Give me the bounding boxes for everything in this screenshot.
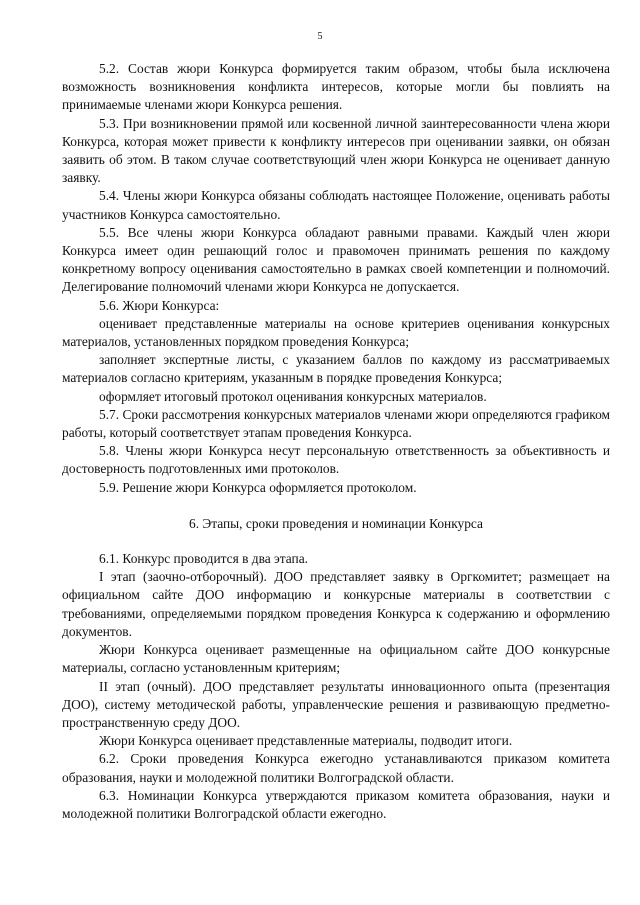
paragraph-5-6-item-3: оформляет итоговый протокол оценивания конкурсных материалов. bbox=[99, 388, 487, 404]
document-body bbox=[62, 60, 610, 823]
paragraph-5-6-item-2: заполняет экспертные листы, с указанием баллов по каждому из рассматриваемых материалов согласно критериям, указанным в порядке проведения Конкурса; bbox=[62, 352, 610, 386]
paragraph-5-5: 5.5. Все члены жюри Конкурса обладают равными правами. Каждый член жюри Конкурса имеет один решающий голос и правомочен принимать решения по каждому конкретному вопросу оценивания самостоятельно в рамках своей компетенции и полномочий. Делегирование полномочий членами жюри Конкурса не допускается. bbox=[62, 224, 610, 295]
paragraph-5-6: 5.6. Жюри Конкурса: bbox=[99, 297, 220, 313]
paragraph-5-6-item-1: оценивает представленные материалы на основе критериев оценивания конкурсных материалов, установленных порядком проведения Конкурса; bbox=[62, 315, 610, 350]
paragraph-5-4: 5.4. Члены жюри Конкурса обязаны соблюдать настоящее Положение, оценивать работы участников Конкурса самостоятельно. bbox=[62, 188, 610, 222]
paragraph-5-8: 5.8. Члены жюри Конкурса несут персональную ответственность за объективность и достоверность подготовленных ими протоколов. bbox=[62, 443, 610, 477]
paragraph-stage-2: II этап (очный). ДОО представляет результаты инновационного опыта (презентация ДОО), систему методической работы, управленческие решения и развивающую предметно-пространственную среду ДОО. bbox=[62, 678, 610, 730]
paragraph-5-9: 5.9. Решение жюри Конкурса оформляется протоколом. bbox=[99, 479, 417, 495]
paragraph-stage-1-jury: Жюри Конкурса оценивает размещенные на официальном сайте ДОО конкурсные материалы, согласно установленным критериям; bbox=[62, 642, 610, 676]
page-number: 5 bbox=[317, 31, 323, 42]
paragraph-5-2: 5.2. Состав жюри Конкурса формируется таким образом, чтобы была исключена возможность возникновения конфликта интересов, которые могли бы повлиять на принимаемые членами жюри Конкурса решения. bbox=[62, 61, 610, 113]
section-6-heading: 6. Этапы, сроки проведения и номинации Конкурса bbox=[189, 515, 483, 531]
paragraph-stage-2-jury: Жюри Конкурса оценивает представленные материалы, подводит итоги. bbox=[99, 733, 513, 749]
paragraph-6-1: 6.1. Конкурс проводится в два этапа. bbox=[99, 551, 309, 567]
paragraph-stage-1: I этап (заочно-отборочный). ДОО представляет заявку в Оргкомитет; размещает на официальном сайте ДОО информацию и конкурсные материалы в соответствии с требованиями, определяемыми порядком проведения Конкурса к содержанию и оформлению документов. bbox=[62, 569, 610, 639]
paragraph-6-2: 6.2. Сроки проведения Конкурса ежегодно устанавливаются приказом комитета образования, науки и молодежной политики Волгоградской области. bbox=[62, 751, 610, 785]
paragraph-5-7: 5.7. Сроки рассмотрения конкурсных материалов членами жюри определяются графиком работы, который соответствует этапам проведения Конкурса. bbox=[62, 406, 610, 441]
paragraph-5-3: 5.3. При возникновении прямой или косвенной личной заинтересованности члена жюри Конкурса, которая может привести к конфликту интересов при оценивании заявки, он обязан заявить об этом. В таком случае соответствующий член жюри Конкурса не оценивает данную заявку. bbox=[62, 115, 610, 186]
paragraph-6-3: 6.3. Номинации Конкурса утверждаются приказом комитета образования, науки и молодежной политики Волгоградской области ежегодно. bbox=[62, 787, 610, 821]
